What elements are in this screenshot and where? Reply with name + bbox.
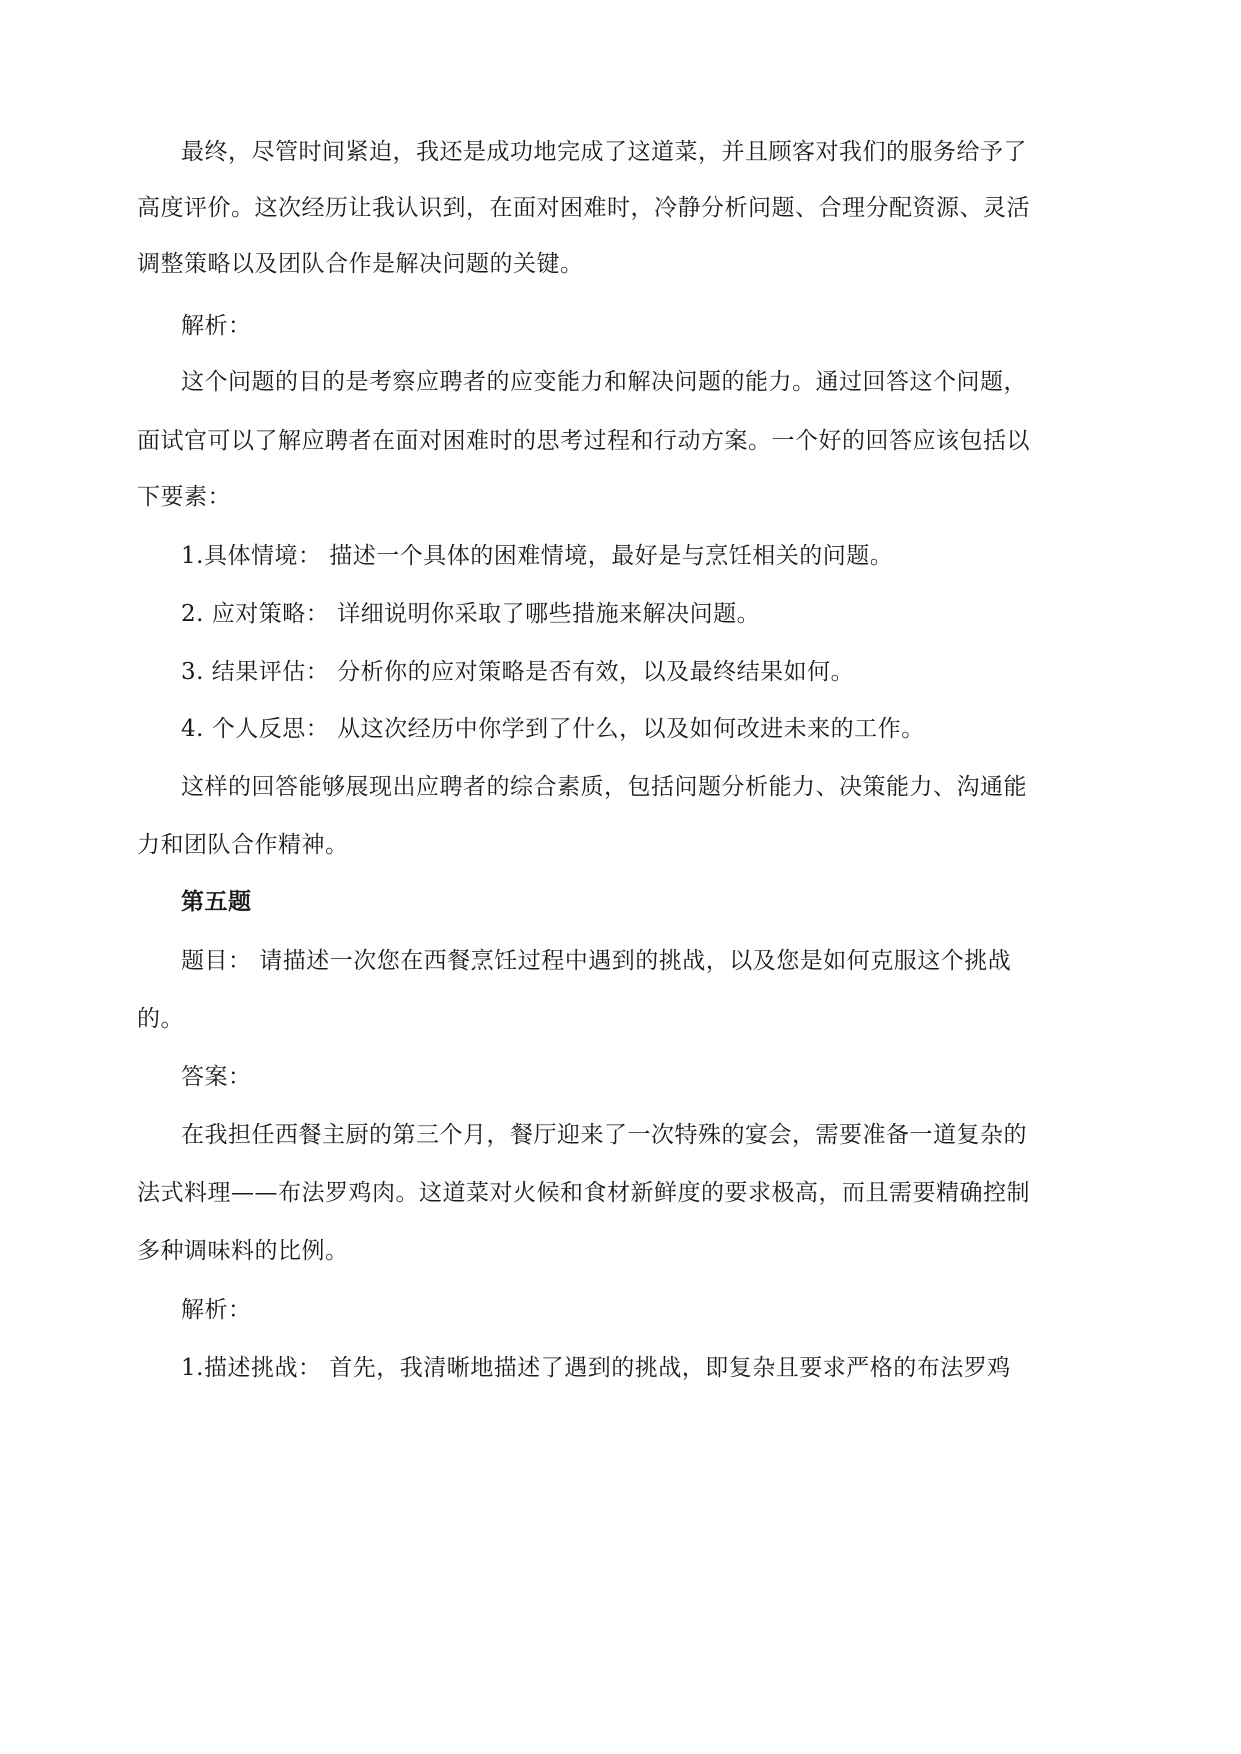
paragraph-3-line-1: 这样的回答能够展现出应聘者的综合素质，包括问题分析能力、决策能力、沟通能 <box>181 774 1027 800</box>
list-item-4: 4. 个人反思： 从这次经历中你学到了什么，以及如何改进未来的工作。 <box>181 716 925 742</box>
list-item-2: 2. 应对策略： 详细说明你采取了哪些措施来解决问题。 <box>181 601 761 627</box>
paragraph-1-line-2: 高度评价。这次经历让我认识到，在面对困难时，冷静分析问题、合理分配资源、灵活 <box>137 195 1030 221</box>
paragraph-2-line-2: 面试官可以了解应聘者在面对困难时的思考过程和行动方案。一个好的回答应该包括以 <box>137 428 1030 454</box>
section-heading: 第五题 <box>181 888 252 915</box>
paragraph-2-line-1: 这个问题的目的是考察应聘者的应变能力和解决问题的能力。通过回答这个问题， <box>181 369 1027 395</box>
question-line-2: 的。 <box>137 1006 184 1032</box>
paragraph-1-line-3: 调整策略以及团队合作是解决问题的关键。 <box>137 251 584 277</box>
paragraph-3-line-2: 力和团队合作精神。 <box>137 832 349 858</box>
paragraph-4-line-1: 在我担任西餐主厨的第三个月，餐厅迎来了一次特殊的宴会，需要准备一道复杂的 <box>181 1122 1027 1148</box>
analysis-label-2: 解析： <box>181 1297 252 1323</box>
paragraph-4-line-3: 多种调味料的比例。 <box>137 1238 349 1264</box>
paragraph-2-line-3: 下要素： <box>137 484 231 510</box>
paragraph-1-line-1: 最终，尽管时间紧迫，我还是成功地完成了这道菜，并且顾客对我们的服务给予了 <box>181 139 1027 165</box>
answer-label: 答案： <box>181 1064 252 1090</box>
final-list-item: 1.描述挑战： 首先，我清晰地描述了遇到的挑战，即复杂且要求严格的布法罗鸡 <box>181 1355 1011 1381</box>
paragraph-4-line-2: 法式料理——布法罗鸡肉。这道菜对火候和食材新鲜度的要求极高，而且需要精确控制 <box>137 1180 1030 1206</box>
question-line-1: 题目： 请描述一次您在西餐烹饪过程中遇到的挑战，以及您是如何克服这个挑战 <box>181 948 1012 974</box>
list-item-1: 1.具体情境： 描述一个具体的困难情境，最好是与烹饪相关的问题。 <box>181 543 894 569</box>
list-item-3: 3. 结果评估： 分析你的应对策略是否有效，以及最终结果如何。 <box>181 659 855 685</box>
analysis-label-1: 解析： <box>181 313 252 339</box>
